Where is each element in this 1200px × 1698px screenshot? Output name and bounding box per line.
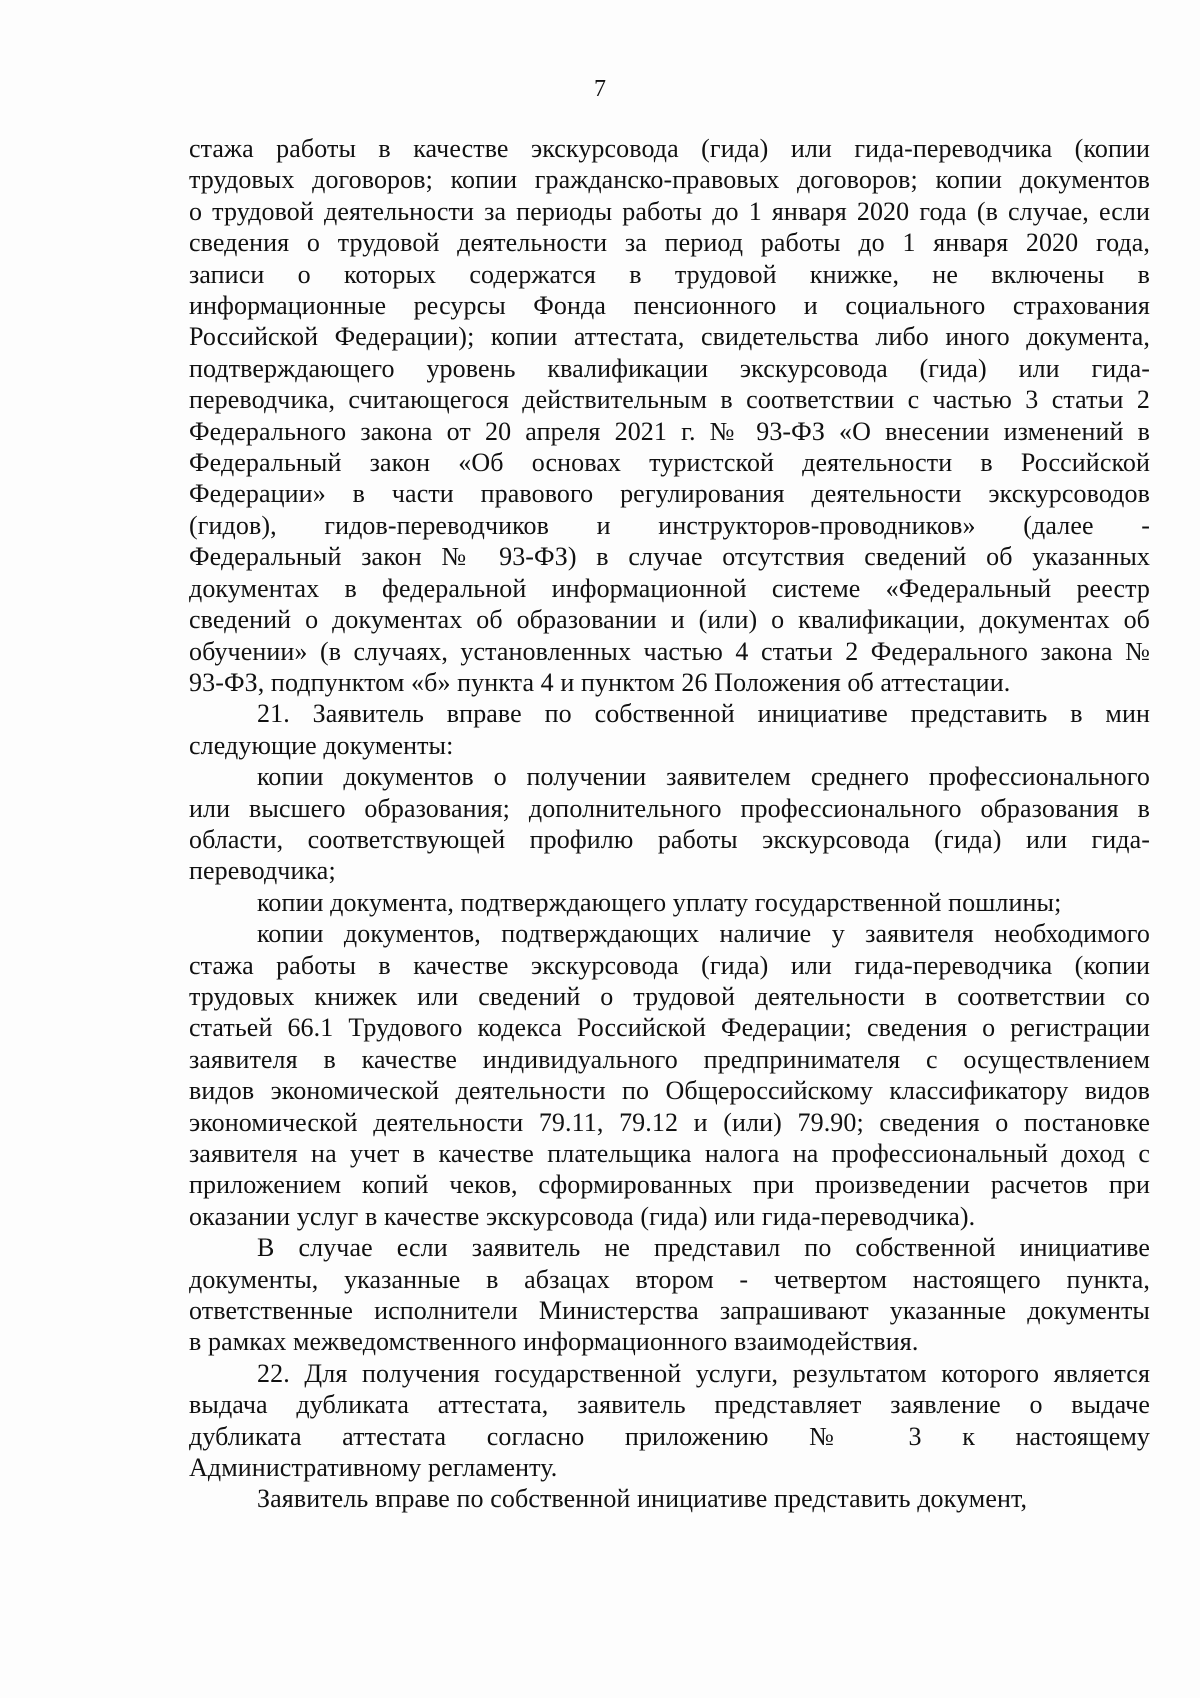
text-line: или высшего образования; дополнительного профессионального образования в	[189, 793, 1150, 823]
paragraph-p-21-c	[189, 918, 1150, 1232]
text-line: стажа работы в качестве экскурсовода (гида) или гида-переводчика (копии	[189, 134, 1150, 163]
text-line: трудовых договоров; копии гражданско-правовых договоров; копии документов	[189, 165, 1150, 195]
paragraph-p-21-d	[189, 1232, 1150, 1358]
text-line: Федеральный закон «Об основах туристской деятельности в Российской	[189, 448, 1150, 478]
text-line: экономической деятельности 79.11, 79.12 и (или) 79.90; сведения о постановке	[189, 1107, 1150, 1137]
text-line: переводчика, считающегося действительным в соответствии с частью 3 статьи 2	[189, 385, 1150, 415]
text-line: 22. Для получения государственной услуги, результатом которого является	[257, 1358, 1150, 1388]
text-line: Федерального закона от 20 апреля 2021 г. № 93-ФЗ «О внесении изменений в	[189, 416, 1150, 446]
text-line: приложением копий чеков, сформированных при произведении расчетов при	[189, 1170, 1150, 1200]
document-body	[189, 133, 1150, 1515]
text-line: видов экономической деятельности по Общероссийскому классификатору видов	[189, 1076, 1150, 1106]
text-line: статьей 66.1 Трудового кодекса Российской Федерации; сведения о регистрации	[189, 1013, 1150, 1043]
text-line: области, соответствующей профилю работы экскурсовода (гида) или гида-	[189, 824, 1150, 854]
text-line: копии документов, подтверждающих наличие у заявителя необходимого	[257, 919, 1150, 949]
text-line: В случае если заявитель не представил по собственной инициативе	[257, 1233, 1150, 1263]
text-line: 21. Заявитель вправе по собственной инициативе представить в мин	[257, 699, 1150, 729]
text-line: стажа работы в качестве экскурсовода (гида) или гида-переводчика (копии	[189, 950, 1150, 980]
text-line: заявителя в качестве индивидуального предпринимателя с осуществлением	[189, 1044, 1150, 1074]
paragraph-p-22-a	[189, 1483, 1150, 1514]
text-line: Федерации» в части правового регулирования деятельности экскурсоводов	[189, 479, 1150, 509]
text-line: обучении» (в случаях, установленных частью 4 статьи 2 Федерального закона №	[189, 636, 1150, 666]
text-line: Административному регламенту.	[189, 1453, 558, 1483]
text-line: следующие документы:	[189, 730, 454, 760]
text-line: дубликата аттестата согласно приложению № 3 к настоящему	[189, 1421, 1150, 1451]
text-line: документах в федеральной информационной системе «Федеральный реестр	[189, 573, 1150, 603]
text-line: (гидов), гидов-переводчиков и инструкторов-проводников» (далее -	[189, 510, 1150, 540]
text-line: сведения о трудовой деятельности за период работы до 1 января 2020 года,	[189, 228, 1150, 258]
text-line: подтверждающего уровень квалификации экскурсовода (гида) или гида-	[189, 353, 1150, 383]
page-number: 7	[594, 76, 606, 102]
text-line: трудовых книжек или сведений о трудовой деятельности в соответствии со	[189, 981, 1150, 1011]
text-line: Российской Федерации); копии аттестата, свидетельства либо иного документа,	[189, 322, 1150, 352]
text-line: документы, указанные в абзацах втором - четвертом настоящего пункта,	[189, 1264, 1150, 1294]
paragraph-p-continuation	[189, 133, 1150, 698]
text-line: о трудовой деятельности за периоды работы до 1 января 2020 года (в случае, если	[189, 196, 1150, 226]
paragraph-p-22	[189, 1358, 1150, 1484]
text-line: в рамках межведомственного информационного взаимодействия.	[189, 1327, 919, 1357]
text-line: Федеральный закон № 93-ФЗ) в случае отсутствия сведений об указанных	[189, 542, 1150, 572]
text-line: переводчика;	[189, 856, 336, 886]
paragraph-p-21	[189, 698, 1150, 761]
text-line: информационные ресурсы Фонда пенсионного и социального страхования	[189, 291, 1150, 321]
text-line: Заявитель вправе по собственной инициативе представить документ,	[257, 1484, 1028, 1514]
text-line: ответственные исполнители Министерства запрашивают указанные документы	[189, 1296, 1150, 1326]
text-line: записи о которых содержатся в трудовой книжке, не включены в	[189, 259, 1150, 289]
text-line: сведений о документах об образовании и (или) о квалификации, документах об	[189, 605, 1150, 635]
text-line: заявителя на учет в качестве плательщика налога на профессиональный доход с	[189, 1139, 1150, 1168]
text-line: копии документа, подтверждающего уплату государственной пошлины;	[257, 887, 1062, 917]
text-line: оказании услуг в качестве экскурсовода (гида) или гида-переводчика).	[189, 1201, 976, 1231]
text-line: копии документов о получении заявителем среднего профессионального	[257, 762, 1150, 792]
text-line: выдача дубликата аттестата, заявитель представляет заявление о выдаче	[189, 1390, 1150, 1420]
paragraph-p-21-b	[189, 887, 1150, 918]
text-line: 93-ФЗ, подпунктом «б» пункта 4 и пунктом 26 Положения об аттестации.	[189, 667, 1011, 697]
paragraph-p-21-a	[189, 761, 1150, 887]
